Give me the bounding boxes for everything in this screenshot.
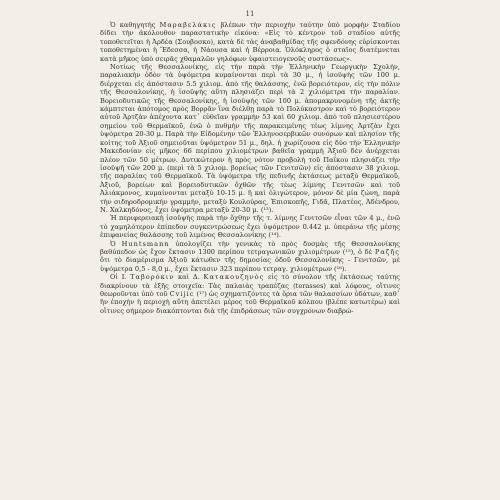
text-run: ὅτι τὸ διαμέρισμα Ἀξιοῦ κάτωθεν τῆς δημοσίας ὁδοῦ Θεσσαλονίκης - Γενιτσῶν, μὲ ὑψόμετρα 0,5 - 8,0 μ., ἔχει ἔκτασιν 323 περίπου τετραγ. χιλιομέτρων (¹⁶). [100,256,400,273]
paragraph [100,21,400,63]
text-run: εἰς τὸ σύνολον τῆς ἐκτάσεως ταύτης διακρίνουν τὰ ἑξῆς στοιχεῖα: Τὰς παλαιὰς τραπέζας (terasses) καὶ λόφους, οἵτινες θεωροῦνται ὑπὸ τοῦ [100,273,400,298]
paragraph [100,214,400,239]
author-name: Huntsmann [121,239,170,248]
author-name: Cvijic [169,290,195,298]
author-name: Ταβορόκιν [130,273,175,282]
author-name: Μαραβελάκις [159,21,217,29]
text-run: Οἱ Ι. [110,273,131,282]
text-run: Νοτίως τῆς Θεσσαλονίκης, εἰς τὴν παρὰ τὴν Ἑλληνικὴν Γεωργικὴν Σχολήν, παραλιακὴν ὁδὸν τὰ ὑψόμετρα κυμαίνονται περὶ τὰ 30 μ., ἡ ἰσοϋψὴς τῶν 100 μ. διέρχεται εἰς ἀπόστασιν 5.5 χιλιομ. ἀπὸ τῆς θαλάσσης, ἐνῶ βορειότερον, εἰς τὴν πόλιν τῆς Θεσσαλονίκης, ἡ ἰσοϋψὴς αὕτη πλησιάζει περὶ τὰ 2 χιλιόμετρα τὴν παραλίαν. Βορειοδυτικῶς τῆς Θεσσαλονίκης, ἡ ἰσοϋψὴς τῶν 100 μ. ἀπομακρυνομένη τῆς ἀκτῆς κάμπτεται ἀπότομος πρὸς Βορρᾶν ἵνα διέλθῃ παρὰ τὸ Πολύκαστρον καὶ τὸ βορειότερον αὐτοῦ Ἀρτζὰν ἀπέχοντα κατ᾽ εὐθεῖαν γραμμὴν 53 καὶ 60 χιλιομ. ἀπὸ τοῦ πλησιεστέρου σημείου τοῦ Θερμαϊκοῦ, ἐνῶ ὁ πυθμὴν τῆς παρακειμένης τέως λίμνης Ἀρτζὰν ἔχει ὑψόμετρα 20-30 μ. Παρὰ τὴν Εἰδομένην τῶν Ἑλληνοσερβικῶν συνόρων καὶ πλησίον τῆς κοίτης τοῦ Ἀξιοῦ σημειοῦται ὑψόμετρον 51 μ., δηλ. ἡ χωρίζουσα εἰς δύο τὴν Ἑλληνικὴν Μακεδονίαν εἰς μῆκος 66 περίπου χιλιομέτρων βαθεῖα γραμμὴ Ἀξιοῦ δὲν ἀνέρχεται πλέον τῶν 50 μέτρων. Δυτικώτερον ἡ πρὸς νότον προβολὴ τοῦ Παΐκου πλησιάζει τὴν ἰσοϋψῆ τῶν 200 μ. (περὶ τὰ 5 χιλιομ. βορείως τῶν Γενιτσῶν) εἰς ἀπόστασιν 38 χιλιομ. τῆς παραλίας τοῦ Θερμαϊκοῦ. Τὰ ὑψόμετρα τῆς πεδινῆς ἐκτάσεως μεταξὺ Θερμαϊκοῦ, Ἀξιοῦ, βορείων καὶ βορειοδυτικῶν ὄχθῶν τῆς τέως λίμνης Γενιτσῶν καὶ τοῦ Ἀλιάκμονος, κυμαίνονται μεταξὺ 10-15 μ. ἢ καὶ ὀλιγώτερον, μόνον δὲ μία ζώνη, παρὰ τὴν σιδηροδρομικὴν γραμμήν, μεταξὺ Κουλούρας, Ἐπισκοπῆς, Γιδᾶ, Πλατέος, Ἀδένδρου, Ν. Χαλκηδόνος, ἔχει ὑψόμετρα μεταξὺ 20-30 μ. (¹³). [100,63,400,214]
author-name: Κατακουζηνὸς [203,273,265,282]
author-name: Ραζῆς [374,247,400,256]
text-run: Ἡ περιφερειακὴ ἰσοϋψὴς παρὰ τὴν ὄχθην τῆς τ. λίμνης Γενιτσῶν εἶναι τῶν 4 μ., ἐνῶ τὸ χαμηλότερον ἐπίπεδον συγκεντρώσεως ἔχει ὑψόμετρον 0.442 μ. ὑπεράνω τῆς μέσης ἐπιφανείας θαλάσσης τοῦ λιμένος Θεσσαλονίκης (¹⁴). [100,214,400,240]
paragraph [100,240,400,274]
body-text [100,21,400,315]
quotation: «Εἰς τὸ κέντρον τοῦ σταδίου αὐτῆς τοποθετεῖται ἡ Ἀρδέα (Σουβοσκο), κατὰ δὲ τὰς ἀναβαθμίδας τῆς σφενδόνης εὑρίσκονται τοποθετημέναι ἡ Ἔδεσσα, ἡ Νάουσα καὶ ἡ Βέρροια. Ὁλόκληρος ὁ σταῖος διατέμνεται κατὰ μῆκος ὑπὸ σειρᾶς χθαμαλῶν γηλόφων ὑφαιστειογενοῦς συστάσεως». [100,29,400,63]
text-run: βλέπων τὴν περιοχὴν ταύτην ὑπὸ μορφὴν Σταδίου δίδει τὴν ἀκόλουθον παραστατικὴν εἰκόνα: [100,21,400,38]
page-number: 11 [245,10,255,18]
text-run: Ὁ καθηγητὴς [110,21,160,29]
text-run: ὑπολογίζει τὴν γενικὰς τὸ πρὸς δυσμὰς τῆς Θεσσαλονίκης βαθύπεδον ὡς ἔχον ἔκτασιν 1300 περίπου τετραγωνικῶν χιλιομέτρων (¹⁵), ὁ δὲ [100,239,400,256]
text-run: καὶ Δ. [174,273,204,282]
paragraph [100,63,400,214]
text-run: (¹⁷) ὡς σχηματιζόντες τὰ ὄρια τῶν θαλασσίων ὑδάτων, καθ᾽ ἣν ἐποχὴν ἡ περιοχὴ αὕτη ἀπετέλει μέρος τοῦ Θερμαϊκοῦ κόλπου (βλέπε κατωτέρω) καὶ οἵτινες σήμερον διακόπτονται διὰ τῆς ἐπιδράσεως τῶν συγχρόνων διαβρώ- [100,290,400,315]
text-run: Ὁ [110,239,122,248]
paragraph [100,273,400,315]
